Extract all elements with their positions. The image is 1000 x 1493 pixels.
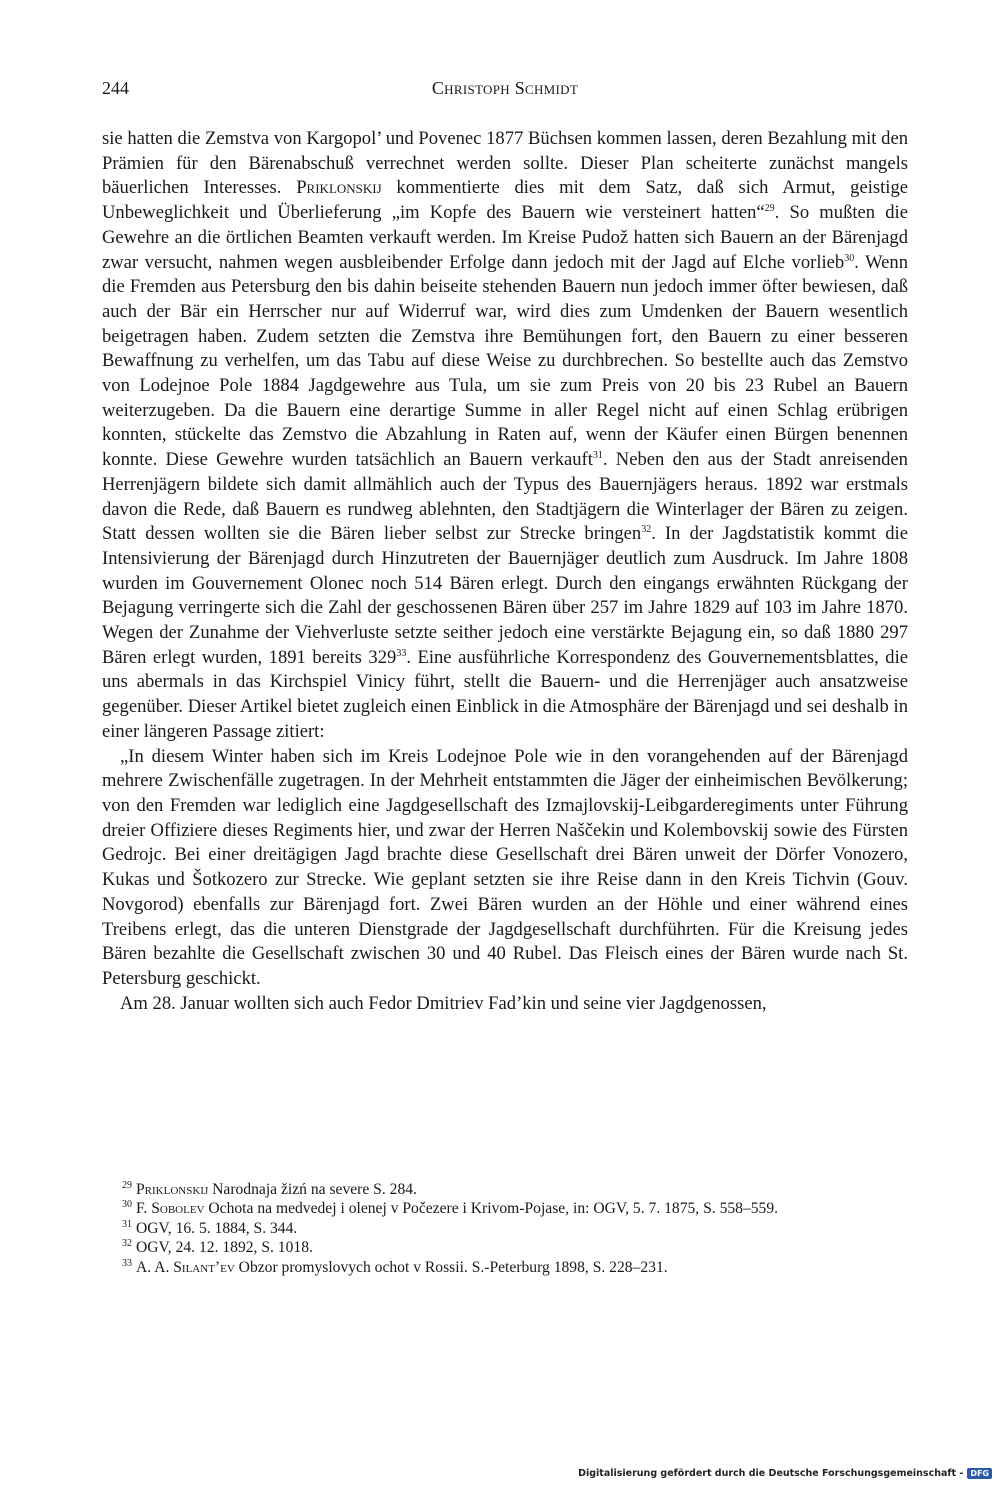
footnote-30: $^{30}$ F. Sobolev Ochota na medvedej i olenej v Počezere i Krivom-Pojase, in: OGV, 5. 7. 1875, S. 558–559. bbox=[122, 1199, 779, 1218]
digitization-credit bbox=[578, 1468, 992, 1479]
running-head: Christoph Schmidt bbox=[431, 78, 579, 98]
footnote-32: $^{32}$ OGV, 24. 12. 1892, S. 1018. bbox=[122, 1238, 313, 1257]
footnote-ref[interactable]: 33 bbox=[396, 647, 407, 659]
footnote-ref[interactable]: 31 bbox=[592, 450, 603, 462]
footnote-ref[interactable]: 30 bbox=[844, 252, 855, 264]
main-text bbox=[102, 127, 908, 1016]
paragraph-quote: „In diesem Winter haben sich im Kreis Lodejnoe Pole wie in den vorangehenden auf der Bärenjagd mehrere Zwischenfälle zugetragen. In der Mehrheit entstammten die Jäger der einheimischen Bevölkerung; von den Fremden war lediglich eine Jagdgesellschaft des Izmajlovskij-Leibgarderegiments unter Führung dreier Offiziere dieses Regiments hier, und zwar der Herren Naščekin und Kolembovskij sowie des Fürsten Gedrojc. Bei einer dreitägigen Jagd brachte diese Gesellschaft drei Bären unweit der Dörfer Vonozero, Kukas und Šotkozero zur Strecke. Wie geplant setzten sie ihre Reise dann in den Kreis Tichvin (Gouv. Novgorod) ebenfalls zur Bärenjagd fort. Zwei Bären wurden an der Höhle und einer während eines Treibens erlegt, das die unteren Dienstgrade der Jagdgesellschaft durchführten. Für die Kreisung jedes Bären bezahlte die Gesellschaft zwischen 30 und 40 Rubel. Das Fleisch eines der Bären wurde nach St. Petersburg geschickt. bbox=[102, 745, 908, 989]
footnote-ref[interactable]: 32 bbox=[641, 524, 652, 536]
footnote-33: $^{33}$ A. A. Silant’ev Obzor promyslovych ochot v Rossii. S.-Peterburg 1898, S. 228–231. bbox=[122, 1257, 668, 1276]
footnote-31: $^{31}$ OGV, 16. 5. 1884, S. 344. bbox=[122, 1218, 298, 1237]
footnotes bbox=[102, 1180, 908, 1277]
page-header bbox=[102, 78, 908, 102]
dfg-logo: DFG bbox=[967, 1468, 992, 1479]
footnote-ref[interactable]: 29 bbox=[764, 203, 775, 215]
paragraph-3: Am 28. Januar wollten sich auch Fedor Dmitriev Fad’kin und seine vier Jagdgenossen, bbox=[120, 992, 767, 1014]
paragraph-1: sie hatten die Zemstva von Kargopol’ und Povenec 1877 Büchsen kommen lassen, deren Bezahlung mit den Prämien für den Bärenabschuß verrechnet werden sollte. Dieser Plan scheiterte zunächst mangels bäuerlichen Interesses. Priklonskij kommentierte dies mit dem Satz, daß sich Armut, geistige Unbeweglichkeit und Überlieferung „im Kopfe des Bauern wie versteinert hatten“$^{29}$. So mußten die Gewehre an die örtlichen Beamten verkauft werden. Im Kreise Pudož hatten sich Bauern an der Bärenjagd zwar versucht, nahmen wegen ausbleibender Erfolge dann jedoch mit der Jagd auf Elche vorlieb$^{30}$. Wenn die Fremden aus Petersburg den bis dahin beiseite stehenden Bauern nun jedoch immer öfter bewiesen, daß auch der Bär ein Herrscher nur auf Widerruf war, wird dies zum Umdenken der Bauern wesentlich beigetragen haben. Zudem setzten die Zemstva ihre Bemühungen fort, den Bauern zu einer besseren Bewaffnung zu verhelfen, um das Tabu auf diese Weise zu durchbrechen. So bestellte auch das Zemstvo von Lodejnoe Pole 1884 Jagdgewehre aus Tula, um sie zum Preis von 20 bis 23 Rubel an Bauern weiterzugeben. Da die Bauern eine derartige Summe in aller Regel nicht auf einen Schlag erübrigen konnten, stückelte das Zemstvo die Abzahlung in Raten auf, wenn der Käufer einen Bürgen benennen konnte. Diese Gewehre wurden tatsächlich an Bauern verkauft$^{31}$. Neben den aus der Stadt anreisenden Herrenjägern bildete sich damit allmählich auch der Typus des Bauernjägers heraus. 1892 war erstmals davon die Rede, daß Bauern es rundweg ablehnten, den Stadtjägern die Winterlager der Bären zu zeigen. Statt dessen wollten sie die Bären lieber selbst zur Strecke bringen$^{32}$. In der Jagdstatistik kommt die Intensivierung der Bärenjagd durch Hinzutreten der Bauernjäger deutlich zum Ausdruck. Im Jahre 1808 wurden im Gouvernement Olonec noch 514 Bären erlegt. Durch den eingangs erwähnten Rückgang der Bejagung verringerte sich die Zahl der geschossenen Bären über 257 im Jahre 1829 auf 103 im Jahre 1870. Wegen der Zunahme der Viehverluste setzte seither jedoch eine verstärkte Bejagung ein, so daß 1880 297 Bären erlegt wurden, 1891 bereits $329^{33}$. Eine ausführliche Korrespondenz des Gouvernementsblattes, die uns abermals in das Kirchspiel Viniсy führt, stellt die Bauern- und die Herrenjäger auch ansatzweise gegenüber. Dieser Artikel bietet zugleich einen Einblick in die Atmosphäre der Bärenjagd und sei deshalb in einer längeren Passage zitiert: bbox=[102, 128, 909, 742]
author-name: Priklonskij bbox=[296, 177, 382, 199]
credit-text: Digitalisierung gefördert durch die Deutsche Forschungsgemeinschaft - bbox=[578, 1468, 964, 1479]
page-number: 244 bbox=[102, 78, 129, 98]
footnote-29: $^{29}$ Priklonskij Narodnaja žizń na severe S. 284. bbox=[122, 1180, 417, 1198]
